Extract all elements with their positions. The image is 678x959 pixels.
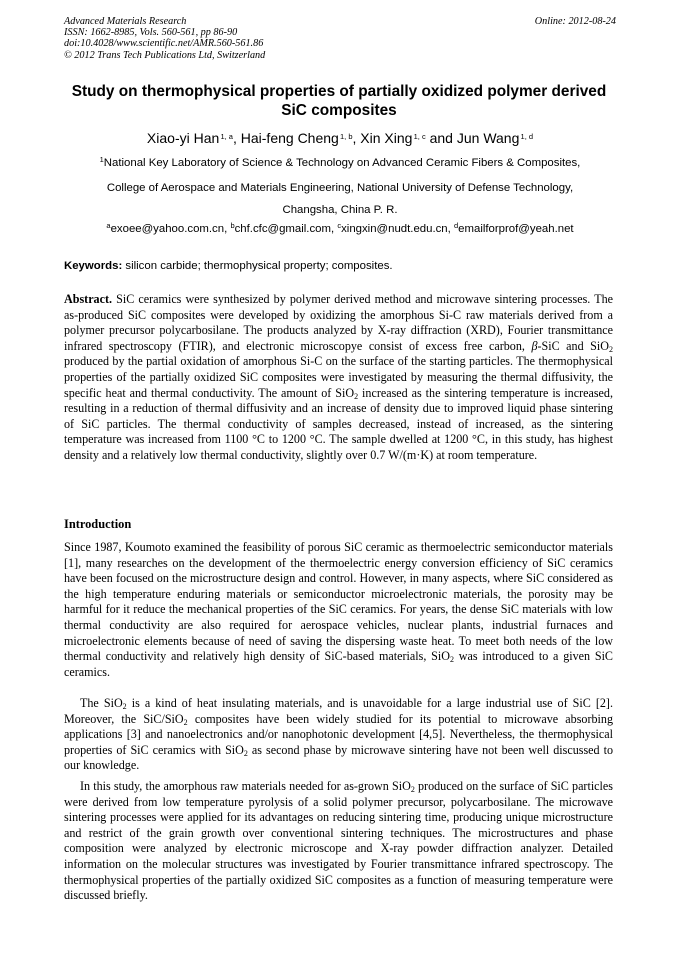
abstract-label: Abstract. [64, 292, 113, 306]
abstract-paragraph [64, 292, 613, 464]
affiliation-line-1 [40, 156, 640, 170]
paper-title: Study on thermophysical properties of partially oxidized polymer derived SiC composites [71, 83, 607, 119]
author-name: Jun Wang [456, 130, 520, 146]
keywords-text: silicon carbide; thermophysical property; composites. [122, 260, 393, 272]
abstract-text: SiC ceramics were synthesized by polymer derived method and microwave sintering processes. The as-produced SiC composites were developed by oxidizing the amorphous Si-C raw materials derived from a polymer precursor polycarbosilane. The products analyzed by X-ray diffraction (XRD), Fourier transmittance infrared spectroscopy (FTIR), and electronic microscopye consist of excess free carbon, [64, 292, 613, 353]
email-superscript: a [106, 220, 111, 230]
subscript: 2 [122, 702, 127, 711]
author-superscript: 1, d [520, 131, 534, 141]
subscript: 2 [609, 344, 613, 354]
author-name: Hai-feng Cheng [240, 130, 339, 146]
author-superscript: 1, c [413, 131, 426, 141]
email-address[interactable]: xingxin@nudt.edu.cn [341, 223, 448, 235]
issn-line: ISSN: 1662-8985, Vols. 560-561, pp 86-90 [64, 27, 238, 39]
email-superscript: b [230, 220, 235, 230]
subscript: 2 [183, 717, 188, 727]
paragraph-text: In this study, the amorphous raw materials needed for as-grown SiO [80, 779, 411, 793]
affiliation-line-2: College of Aerospace and Materials Engineering, National University of Defense Technology, [106, 182, 574, 194]
subscript: 2 [449, 655, 454, 665]
email-superscript: d [454, 220, 459, 230]
journal-name: Advanced Materials Research [64, 16, 187, 27]
subscript: 2 [243, 748, 248, 758]
abstract-text: produced by the partial oxidation of amorphous Si-C on the surface of the starting particles. The thermophysical properties of the partially oxidized SiC composites were investigated by measuring the thermal diffusivity, the specific heat and thermal conductivity. The amount of SiO [64, 354, 613, 400]
email-address[interactable]: chf.cfc@gmail.com [234, 223, 331, 235]
intro-paragraph-2 [64, 696, 613, 774]
online-date: Online: 2012-08-24 [534, 16, 616, 27]
paragraph-text: was introduced to a given SiC ceramics. [64, 649, 613, 679]
affiliation-line-3: Changsha, China P. R. [282, 204, 398, 216]
author-name: Xiao-yi Han [146, 130, 220, 146]
email-address[interactable]: emailforprof@yeah.net [458, 223, 574, 235]
author-separator: , [352, 130, 361, 146]
keywords [64, 259, 616, 273]
subscript: 2 [354, 391, 359, 401]
author-superscript: 1, b [340, 131, 353, 141]
intro-paragraph-3 [64, 779, 613, 904]
abstract-text: -SiC and SiO [537, 338, 609, 353]
section-heading-introduction: Introduction [64, 517, 132, 531]
keywords-label: Keywords: [64, 260, 123, 272]
author-superscript: 1, a [220, 131, 233, 141]
paragraph-text: is a kind of heat insulating materials, and is unavoidable for a large industrial use of SiC [2]. Moreover, the SiC/SiO [64, 696, 613, 726]
author-list [40, 129, 640, 147]
affiliation-number: 1 [99, 154, 104, 164]
email-superscript: c [337, 220, 342, 230]
email-line: $^a$exoee@yahoo.com.cn, $^b$chf.cfc@gmail.com, $^c$xingxin@nudt.edu.cn, $^d$emailforprof@yeah.net [106, 220, 574, 235]
beta-symbol: β [531, 338, 538, 353]
paragraph-text: composites have been widely studied for its potential to microwave absorbing applications [3] and nanoelectronics and/or nanophotonic development [4,5]. Nevertheless, the thermophysical properties of SiC ceramics with SiO [64, 711, 613, 757]
paragraph-text: The SiO [80, 696, 123, 710]
copyright-line: © 2012 Trans Tech Publications Ltd, Switzerland [64, 49, 266, 61]
author-name: Xin Xing [360, 130, 413, 146]
paragraph-text: produced on the surface of SiC particles were derived from low temperature pyrolysis of a solid polymer precursor, polycarbosilane. The microwave sintering processes were applied for its advantages on reducing sintering time, producing unique microstructure and restrict of the grain growth over conventional sintering techniques. The microstructures and phase composition were analyzed by electronic microscope and X-ray powder diffraction analyzer. Detailed information on the molecular structures was investigated by Fourier transmittance infrared spectroscopy. The thermophysical properties of the partially oxidized SiC composites as a function of measuring temperature were discussed briefly. [64, 779, 613, 903]
journal-header [64, 16, 616, 61]
email-address[interactable]: exoee@yahoo.com.cn [110, 223, 225, 235]
author-separator: , [232, 130, 241, 146]
subscript: 2 [410, 785, 415, 794]
author-separator: and [425, 130, 457, 146]
intro-paragraph-1 [64, 540, 613, 680]
paragraph-text: Since 1987, Koumoto examined the feasibility of porous SiC ceramic as thermoelectric semiconductor materials [1], many researches on the development of the thermoelectric energy conversion efficiency of SiC ceramics have been focused on the microstructure design and control. However, in many aspects, where SiC considered as the high temperature enduring materials or semiconductor microelectronic materials, the porosity may be harmful for it reduce the mechanical properties of the SiC ceramics. For years, the dense SiC materials with low thermal conductivity are also required for aerospace vehicles, nuclear plants, industrial furnaces and microelectronic elements because of need of saving the dispersing waste heat. To meet both needs of the low thermal conductivity and relatively high density of SiC-based materials, SiO [64, 540, 613, 664]
abstract-text: increased as the sintering temperature is increased, resulting in a reduction of thermal diffusivity and an increase of density due to improved liquid phase sintering of SiC particles. The thermal conductivity of samples decreased, instead of increased, as the sintering temperature was increased from 1100 °C to 1200 °C. The sample dwelled at 1200 °C, in this study, has highest density and a relatively low thermal conductivity, slightly over 0.7 W/(m·K) at room temperature. [64, 385, 614, 462]
paragraph-text: as second phase by microwave sintering have not been well discussed to our knowledge. [64, 742, 613, 773]
affiliation-text: National Key Laboratory of Science & Technology on Advanced Ceramic Fibers & Composites, [103, 157, 581, 169]
doi-line: doi:10.4028/www.scientific.net/AMR.560-561.86 [64, 38, 264, 50]
